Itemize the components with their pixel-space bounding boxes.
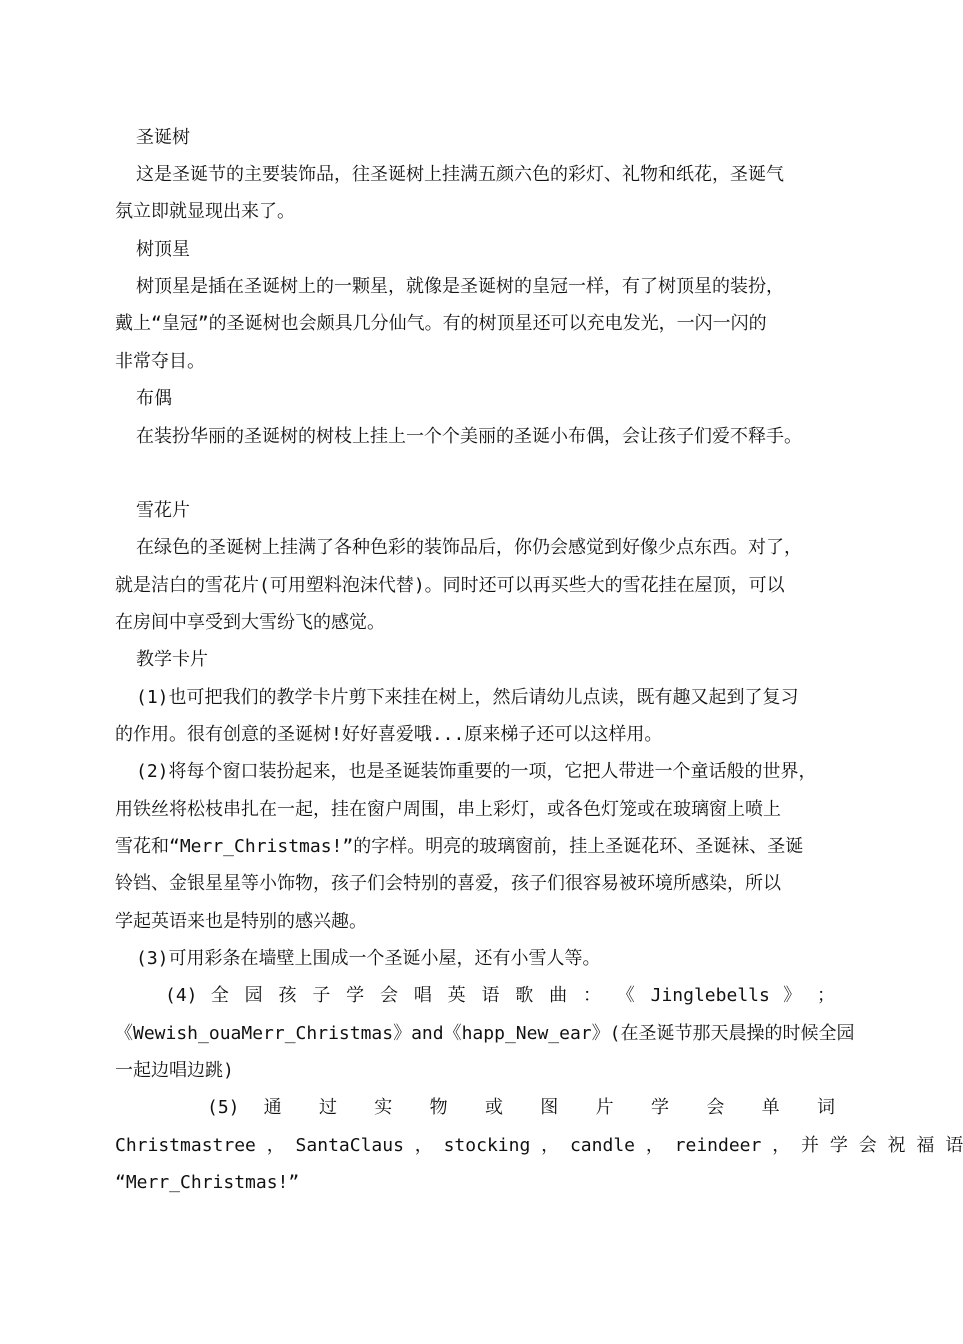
- paragraph-line: 雪花和“Merr_Christmas!”的字样。明亮的玻璃窗前，挂上圣诞花环、圣诞袜、圣诞: [115, 836, 804, 857]
- paragraph-line: 学起英语来也是特别的感兴趣。: [115, 911, 367, 932]
- paragraph-line: 这是圣诞节的主要装饰品，往圣诞树上挂满五颜六色的彩灯、礼物和纸花，圣诞气: [136, 164, 784, 185]
- paragraph-line: 一起边唱边跳): [115, 1060, 234, 1081]
- paragraph-line: (2)将每个窗口装扮起来，也是圣诞装饰重要的一项，它把人带进一个童话般的世界，: [136, 761, 817, 782]
- heading-christmas-tree: 圣诞树: [136, 127, 190, 148]
- paragraph-line: 树顶星是插在圣诞树上的一颗星，就像是圣诞树的皇冠一样，有了树顶星的装扮，: [136, 276, 784, 297]
- paragraph-line: (5) 通 过 实 物 或 图 片 学 会 单 词: [207, 1097, 835, 1118]
- paragraph-line: Christmastree ， SantaClaus ， stocking ， candle ， reindeer ， 并 学 会 祝 福 语: [115, 1135, 963, 1156]
- paragraph-line: 《Wewish_ouaMerr_Christmas》and《happ_New_ear》(在圣诞节那天晨操的时候全园: [115, 1023, 855, 1044]
- heading-tree-star: 树顶星: [136, 239, 190, 260]
- paragraph-line: (4) 全 园 孩 子 学 会 唱 英 语 歌 曲 ： 《 Jinglebells 》 ；: [165, 985, 835, 1006]
- paragraph-line: 戴上“皇冠”的圣诞树也会颇具几分仙气。有的树顶星还可以充电发光，一闪一闪的: [115, 313, 767, 334]
- paragraph-line: “Merr_Christmas!”: [115, 1172, 300, 1193]
- heading-doll: 布偶: [136, 388, 172, 409]
- paragraph-line: (3)可用彩条在墙壁上围成一个圣诞小屋，还有小雪人等。: [136, 948, 601, 969]
- paragraph-line: 铃铛、金银星星等小饰物，孩子们会特别的喜爱，孩子们很容易被环境所感染，所以: [115, 873, 781, 894]
- paragraph-line: 在绿色的圣诞树上挂满了各种色彩的装饰品后，你仍会感觉到好像少点东西。对了，: [136, 537, 802, 558]
- paragraph-line: 就是洁白的雪花片(可用塑料泡沫代替)。同时还可以再买些大的雪花挂在屋顶，可以: [115, 575, 785, 596]
- heading-teaching-cards: 教学卡片: [136, 649, 208, 670]
- paragraph-line: 非常夺目。: [115, 351, 205, 372]
- paragraph-line: 在装扮华丽的圣诞树的树枝上挂上一个个美丽的圣诞小布偶，会让孩子们爱不释手。: [136, 426, 802, 447]
- paragraph-line: 的作用。很有创意的圣诞树!好好喜爱哦...原来梯子还可以这样用。: [115, 724, 663, 745]
- paragraph-line: 在房间中享受到大雪纷飞的感觉。: [115, 612, 385, 633]
- paragraph-line: (1)也可把我们的教学卡片剪下来挂在树上，然后请幼儿点读，既有趣又起到了复习: [136, 687, 799, 708]
- paragraph-line: 用铁丝将松枝串扎在一起，挂在窗户周围，串上彩灯，或各色灯笼或在玻璃窗上喷上: [115, 799, 781, 820]
- paragraph-line: 氛立即就显现出来了。: [115, 201, 295, 222]
- heading-snowflakes: 雪花片: [136, 500, 190, 521]
